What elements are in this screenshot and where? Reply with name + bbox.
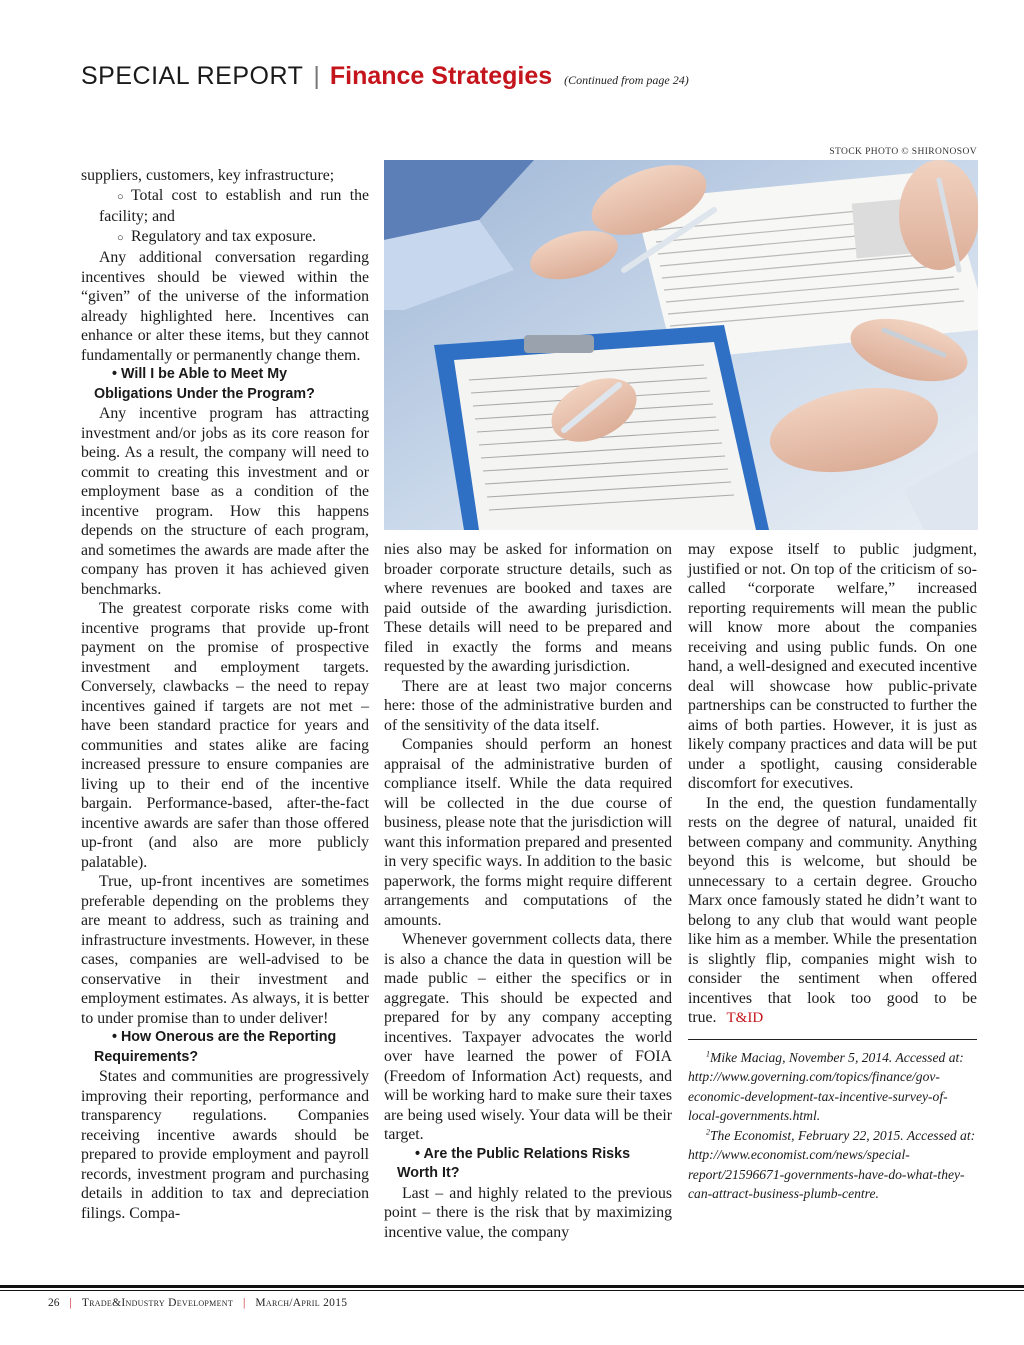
footer-rule	[0, 1285, 1024, 1288]
header-divider: |	[313, 62, 320, 90]
section-label: SPECIAL REPORT	[81, 62, 304, 90]
footnote-divider	[688, 1039, 977, 1040]
section-title: Finance Strategies	[329, 62, 553, 90]
page-number: 26	[48, 1297, 60, 1309]
list-item	[81, 227, 369, 249]
paragraph: There are at least two major concerns here: those of the administrative burden and of the sensitivity of the data itself.	[384, 677, 672, 734]
footer-divider: |	[243, 1297, 246, 1309]
page-footer	[48, 1297, 347, 1309]
footnote	[688, 1048, 977, 1126]
footer-divider: |	[69, 1297, 72, 1309]
paragraph: nies also may be asked for information on broader corporate structure details, such as where revenues are booked and taxes are paid outside of the awarding jurisdiction. These details will need to be prepared and filed in exactly the forms and means requested by the awarding jurisdiction.	[384, 541, 672, 675]
paragraph: may expose itself to public judgment, justified or not. On top of the criticism of so-called “corporate welfare,” increased reporting requirements will mean the public will know more about the companies receiving and using public funds. On one hand, a well-designed and executed incentive deal will showcase how public-private partnerships can be constructed to further the aims of both parties. However, it is just as likely company practices and data will be put under a spotlight, causing considerable discomfort for executives.	[688, 541, 977, 792]
footnote-number: 2	[706, 1126, 710, 1136]
article-column-3	[688, 540, 977, 1204]
paragraph: True, up-front incentives are sometimes preferable depending on the problems they are meant to address, such as training and infrastructure investments. However, in these cases, companies are well-advised to be conservative in their investment and employment estimates. As always, it is better to under promise than to under deliver!	[81, 873, 369, 1027]
paragraph: Any incentive program has attracting investment and/or jobs as its core reason for being. As a result, the company will need to commit to creating this investment and or employment base as a condition of the incentive program. How this happens depends on the structure of each program, and sometimes the awards are made after the company has proven it has achieved given benchmarks.	[81, 405, 369, 598]
paragraph: Whenever government collects data, there is also a chance the data in question will be made public – either the specifics or in aggregate. This should be expected and prepared for by any company accepting incentives. Taxpayer advocates the world over have learned the power of FOIA (Freedom of Information Act) requests, and will be working hard to make sure their taxes are being used wisely. Your data will be their target.	[384, 931, 672, 1143]
subheading: • Will I be Able to Meet My Obligations Under the Program?	[94, 366, 315, 402]
paragraph: States and communities are progressively improving their reporting, performance and transparency regulations. Companies receiving incentive awards should be prepared to provide employment and payroll records, investment program and purchasing details in addition to tax and depreciation filings. Compa-	[81, 1068, 369, 1222]
article-column-2	[384, 540, 672, 1242]
paragraph	[688, 794, 977, 1029]
list-item	[81, 186, 369, 227]
page-header	[81, 62, 981, 102]
list-item-text: Total cost to establish and run the facility; and	[99, 186, 369, 225]
paragraph: Companies should perform an honest appraisal of the administrative burden of compliance itself. While the data required will be collected in the due course of business, please note that the jurisdiction will want this information prepared and presented in very specific ways. In addition to the basic paperwork, the forms might require different arrangements and computations of the amounts.	[384, 736, 672, 929]
circle-bullet-icon: ○	[117, 190, 124, 203]
magazine-name: Trade&Industry Development	[81, 1297, 234, 1309]
end-mark: T&ID	[726, 1010, 764, 1026]
closing-paragraph-text: In the end, the question fundamentally rests on the degree of natural, unaided fit between company and community. Anything beyond this is welcome, but should be unnecessary to a certain degree. Groucho Marx once famously stated he didn’t want to belong to any club that would want people like him as a member. While the presentation is slightly flip, companies might wish to consider the sentiment when offered incentives that look too good to be true.	[688, 794, 977, 1026]
stock-photo	[384, 160, 978, 530]
list-item-text: Regulatory and tax exposure.	[131, 227, 317, 245]
circle-bullet-icon: ○	[117, 231, 124, 244]
footer-rule	[0, 1290, 1024, 1291]
footnote-number: 1	[706, 1048, 710, 1058]
paragraph: suppliers, customers, key infrastructure;	[81, 167, 335, 184]
paragraph: Any additional conversation regarding incentives should be viewed within the “given” of the universe of the information already highlighted here. Incentives can enhance or alter these items, but they cannot fundamentally or permanently change them.	[81, 249, 369, 364]
subheading: • Are the Public Relations Risks Worth It?	[397, 1145, 631, 1181]
photo-credit: STOCK PHOTO © SHIRONOSOV	[829, 147, 977, 157]
article-column-1	[81, 166, 369, 1223]
continued-note: (Continued from page 24)	[564, 73, 689, 87]
footnote-text: Mike Maciag, November 5, 2014. Accessed at: http://www.governing.com/topics/finance/gov-economic-development-tax-incentive-survey-of-local-governments.html.	[688, 1049, 964, 1123]
footnote-text: The Economist, February 22, 2015. Accessed at: http://www.economist.com/news/special-report/21596671-governments-have-do-what-they-can-attract-business-plumb-centre.	[688, 1127, 976, 1201]
subheading: • How Onerous are the Reporting Requirements?	[94, 1029, 337, 1065]
issue-date: March/April 2015	[255, 1297, 348, 1309]
footnote	[688, 1126, 977, 1204]
paragraph: The greatest corporate risks come with incentive programs that provide up-front payment on the promise of prospective investment and employment targets. Conversely, clawbacks – the need to repay incentives gained if targets are not met – have been standard practice for years and communities and states alike are facing increased pressure to ensure companies are living up to their end of the incentive bargain. Performance-based, after-the-fact incentive awards are safer than those offered up-front (and also are more publicly palatable).	[81, 600, 369, 871]
paragraph: Last – and highly related to the previous point – there is the risk that by maximizing incentive value, the company	[384, 1184, 672, 1241]
